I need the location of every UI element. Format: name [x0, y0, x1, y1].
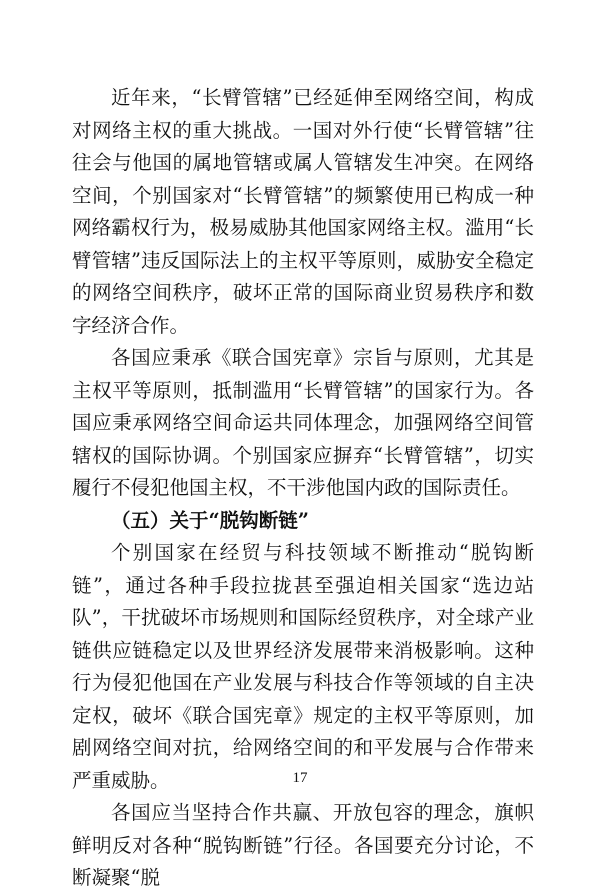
paragraph-long-arm-jurisdiction: 近年来，“长臂管辖”已经延伸至网络空间，构成对网络主权的重大挑战。一国对外行使“长臂管辖”往往会与他国的属地管辖或属人管辖发生冲突。在网络空间，个别国家对“长臂管辖”的频繁使用已构成一种网络霸权行为，极易威胁其他国家网络主权。滥用“长臂管辖”违反国际法上的主权平等原则，威胁安全稳定的网络空间秩序，破坏正常的国际商业贸易秩序和数字经济合作。: [72, 86, 534, 337]
paragraph-decoupling-impact: 个别国家在经贸与科技领域不断推动“脱钩断链”，通过各种手段拉拢甚至强迫相关国家“选边站队”，干扰破坏市场规则和国际经贸秩序，对全球产业链供应链稳定以及世界经济发展带来消极影响。这种行为侵犯他国在产业发展与科技合作等领域的自主决定权，破坏《联合国宪章》规定的主权平等原则，加剧网络空间对抗，给网络空间的和平发展与合作带来严重威胁。: [72, 541, 534, 792]
section-heading-decoupling: （五）关于“脱钩断链”: [111, 508, 309, 532]
page-number: 17: [292, 770, 308, 786]
paragraph-cooperation-call: 各国应当坚持合作共赢、开放包容的理念，旗帜鲜明反对各种“脱钩断链”行径。各国要充分讨论，不断凝聚“脱: [72, 801, 534, 889]
paragraph-un-charter-principles: 各国应秉承《联合国宪章》宗旨与原则，尤其是主权平等原则，抵制滥用“长臂管辖”的国家行为。各国应秉承网络空间命运共同体理念，加强网络空间管辖权的国际协调。个别国家应摒弃“长臂管辖”，切实履行不侵犯他国主权，不干涉他国内政的国际责任。: [72, 346, 534, 499]
